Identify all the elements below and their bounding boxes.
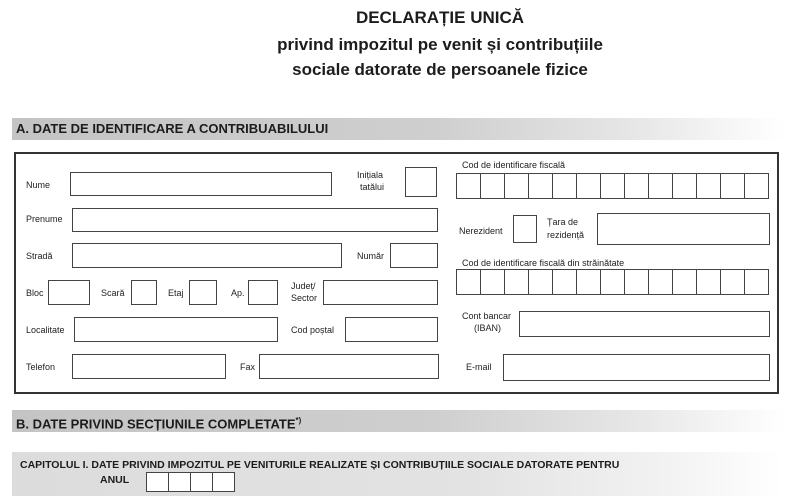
cif-strain-cell[interactable] bbox=[528, 269, 553, 295]
form-subtitle-line2: sociale datorate de persoanele fizice bbox=[292, 60, 588, 79]
cif-strain-cell[interactable] bbox=[576, 269, 601, 295]
cod-postal-field[interactable] bbox=[345, 317, 438, 342]
ap-field[interactable] bbox=[248, 280, 278, 305]
cif-cell[interactable] bbox=[648, 173, 673, 199]
anul-cell[interactable] bbox=[146, 472, 169, 492]
telefon-field[interactable] bbox=[72, 354, 226, 379]
localitate-field[interactable] bbox=[74, 317, 278, 342]
cod-postal-label: Cod poștal bbox=[291, 325, 335, 335]
numar-label: Număr bbox=[357, 251, 385, 261]
scara-label: Scară bbox=[101, 288, 125, 298]
anul-cell[interactable] bbox=[212, 472, 235, 492]
cif-cells[interactable] bbox=[456, 173, 769, 199]
cif-strain-cell[interactable] bbox=[552, 269, 577, 295]
cif-cell[interactable] bbox=[720, 173, 745, 199]
strada-label: Stradă bbox=[26, 251, 53, 261]
localitate-label: Localitate bbox=[26, 325, 65, 335]
bloc-label: Bloc bbox=[26, 288, 44, 298]
tara-label-1: Țara de bbox=[547, 217, 579, 227]
iban-field[interactable] bbox=[519, 311, 770, 337]
section-b-note: *) bbox=[295, 416, 302, 425]
cif-cell[interactable] bbox=[696, 173, 721, 199]
email-field[interactable] bbox=[503, 354, 770, 381]
judet-field[interactable] bbox=[323, 280, 438, 305]
cont-label-2: (IBAN) bbox=[474, 323, 501, 333]
judet-label-2: Sector bbox=[291, 293, 318, 303]
nerezident-label: Nerezident bbox=[459, 226, 503, 236]
cif-strain-cell[interactable] bbox=[456, 269, 481, 295]
bloc-field[interactable] bbox=[48, 280, 90, 305]
cif-strain-cell[interactable] bbox=[648, 269, 673, 295]
cif-strain-cell[interactable] bbox=[504, 269, 529, 295]
cif-strain-cell[interactable] bbox=[696, 269, 721, 295]
cif-cell[interactable] bbox=[456, 173, 481, 199]
cif-cell[interactable] bbox=[624, 173, 649, 199]
cif-cell[interactable] bbox=[552, 173, 577, 199]
form-title: DECLARAȚIE UNICĂ bbox=[355, 8, 525, 27]
anul-label: ANUL bbox=[100, 474, 130, 486]
section-b-title: B. DATE PRIVIND SECȚIUNILE COMPLETATE bbox=[16, 416, 296, 432]
cif-strain-cell[interactable] bbox=[720, 269, 745, 295]
cif-strain-cell[interactable] bbox=[600, 269, 625, 295]
anul-cell[interactable] bbox=[190, 472, 213, 492]
judet-label-1: Județ/ bbox=[291, 281, 316, 291]
ap-label: Ap. bbox=[231, 288, 245, 298]
tara-rezidenta-field[interactable] bbox=[597, 213, 770, 245]
prenume-field[interactable] bbox=[72, 208, 438, 232]
etaj-field[interactable] bbox=[189, 280, 217, 305]
cif-cell[interactable] bbox=[528, 173, 553, 199]
initiala-label-2: tatălui bbox=[360, 182, 385, 192]
fax-field[interactable] bbox=[259, 354, 439, 379]
fax-label: Fax bbox=[240, 362, 256, 372]
nerezident-checkbox[interactable] bbox=[513, 215, 537, 243]
capitol-title: CAPITOLUL I. DATE PRIVIND IMPOZITUL PE VENITURILE REALIZATE ȘI CONTRIBUȚIILE SOCIALE DATORATE PENTRU bbox=[20, 459, 620, 471]
anul-cells[interactable] bbox=[146, 472, 235, 492]
strada-field[interactable] bbox=[72, 243, 342, 268]
cif-strain-cell[interactable] bbox=[672, 269, 697, 295]
cif-strain-cells[interactable] bbox=[456, 269, 769, 295]
form-subtitle-line1: privind impozitul pe venit și contribuțiile bbox=[277, 35, 603, 54]
cif-strain-cell[interactable] bbox=[624, 269, 649, 295]
tara-label-2: rezidență bbox=[547, 230, 585, 240]
initiala-field[interactable] bbox=[405, 167, 437, 197]
cif-cell[interactable] bbox=[480, 173, 505, 199]
telefon-label: Telefon bbox=[26, 362, 56, 372]
cif-strain-label: Cod de identificare fiscală din străinătate bbox=[462, 258, 625, 268]
cif-cell[interactable] bbox=[672, 173, 697, 199]
prenume-label: Prenume bbox=[26, 214, 63, 224]
email-label: E-mail bbox=[466, 362, 492, 372]
cont-label-1: Cont bancar bbox=[462, 311, 512, 321]
section-a-header: A. DATE DE IDENTIFICARE A CONTRIBUABILULUI bbox=[12, 118, 786, 140]
cif-cell[interactable] bbox=[504, 173, 529, 199]
cif-cell[interactable] bbox=[600, 173, 625, 199]
cif-cell[interactable] bbox=[576, 173, 601, 199]
section-b-header bbox=[12, 410, 786, 432]
nume-label: Nume bbox=[26, 180, 51, 190]
cif-label: Cod de identificare fiscală bbox=[462, 160, 566, 170]
numar-field[interactable] bbox=[390, 243, 438, 268]
scara-field[interactable] bbox=[131, 280, 157, 305]
anul-cell[interactable] bbox=[168, 472, 191, 492]
cif-strain-cell[interactable] bbox=[480, 269, 505, 295]
etaj-label: Etaj bbox=[168, 288, 184, 298]
nume-field[interactable] bbox=[70, 172, 332, 196]
cif-cell[interactable] bbox=[744, 173, 769, 199]
cif-strain-cell[interactable] bbox=[744, 269, 769, 295]
initiala-label-1: Inițiala bbox=[357, 170, 384, 180]
